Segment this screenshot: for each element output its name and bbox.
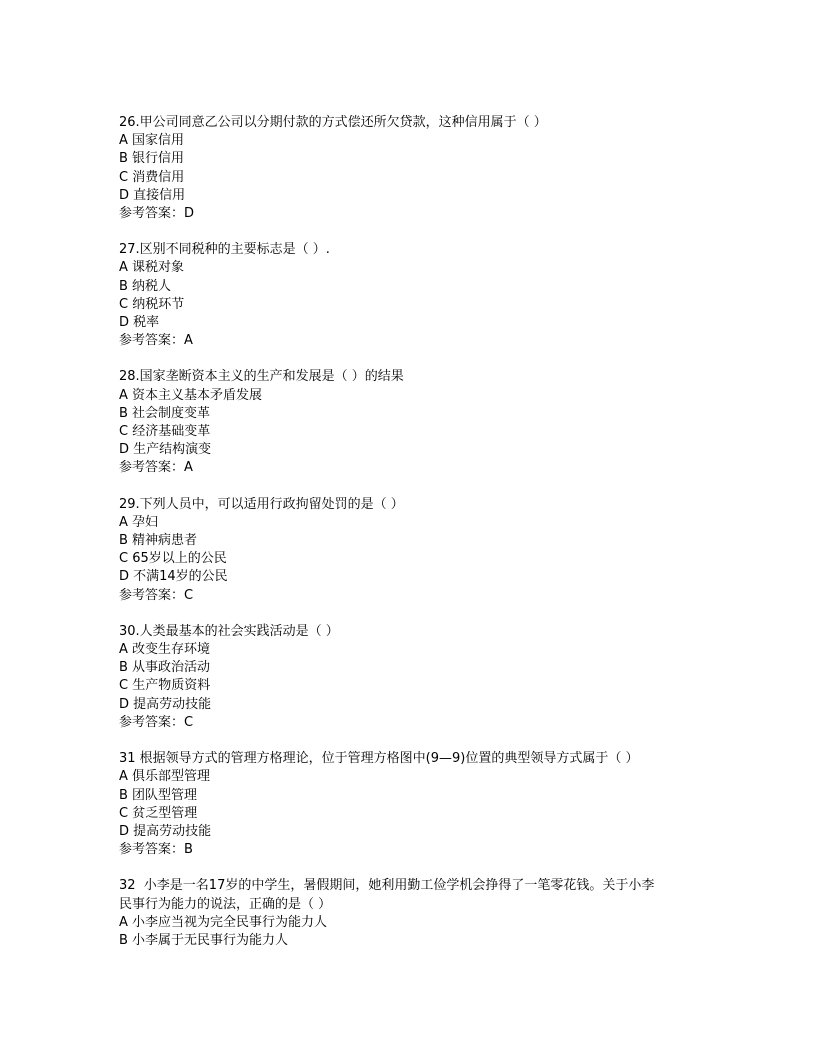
option-c: C 纳税环节 (119, 296, 185, 312)
option-a: A 国家信用 (119, 133, 185, 149)
question-29 (119, 496, 709, 605)
option-c: C 65岁以上的公民 (119, 551, 227, 567)
option-b: B 银行信用 (119, 151, 185, 167)
option-a: A 课税对象 (119, 260, 185, 276)
option-a: A 小李应当视为完全民事行为能力人 (119, 914, 328, 930)
option-d: D 税率 (119, 315, 160, 331)
question-28 (119, 368, 709, 477)
reference-answer: 参考答案：C (119, 714, 194, 730)
option-b: B 纳税人 (119, 278, 172, 294)
option-a: A 俱乐部型管理 (119, 769, 211, 785)
question-stem-line-2: 民事行为能力的说法，正确的是（ ） (119, 896, 332, 912)
question-31 (119, 750, 709, 859)
option-a: A 孕妇 (119, 514, 159, 530)
reference-answer: 参考答案：A (119, 333, 193, 349)
option-d: D 生产结构演变 (119, 442, 212, 458)
question-stem: 27.区别不同税种的主要标志是（ ）. (119, 242, 330, 258)
reference-answer: 参考答案：A (119, 460, 193, 476)
option-a: A 资本主义基本矛盾发展 (119, 387, 263, 403)
option-d: D 直接信用 (119, 187, 186, 203)
question-stem: 29.下列人员中，可以适用行政拘留处罚的是（ ） (119, 496, 404, 512)
reference-answer: 参考答案：B (119, 842, 193, 858)
question-stem: 28.国家垄断资本主义的生产和发展是（ ）的结果 (119, 369, 404, 385)
option-c: C 生产物质资料 (119, 678, 211, 694)
option-c: C 消费信用 (119, 169, 185, 185)
reference-answer: 参考答案：C (119, 587, 194, 603)
reference-answer: 参考答案：D (119, 206, 195, 222)
question-30 (119, 623, 709, 732)
question-stem-line-1: 32 小李是一名17岁的中学生，暑假期间，她利用勤工俭学机会挣得了一笔零花钱。关于小李 (119, 878, 655, 894)
question-26 (119, 114, 709, 223)
option-a: A 改变生存环境 (119, 642, 211, 658)
question-stem: 31 根据领导方式的管理方格理论，位于管理方格图中(9—9)位置的典型领导方式属于（ ） (119, 751, 639, 767)
option-c: C 经济基础变革 (119, 424, 211, 440)
option-d: D 提高劳动技能 (119, 823, 212, 839)
question-stem: 30.人类最基本的社会实践活动是（ ） (119, 623, 339, 639)
option-b: B 精神病患者 (119, 533, 198, 549)
question-27 (119, 241, 709, 350)
option-b: B 社会制度变革 (119, 405, 211, 421)
option-b: B 从事政治活动 (119, 660, 211, 676)
question-32 (119, 877, 709, 950)
option-b: B 团队型管理 (119, 787, 198, 803)
question-list (119, 114, 709, 968)
option-d: D 不满14岁的公民 (119, 569, 228, 585)
option-d: D 提高劳动技能 (119, 696, 212, 712)
question-stem: 26.甲公司同意乙公司以分期付款的方式偿还所欠贷款，这种信用属于（ ） (119, 115, 547, 130)
option-b: B 小李属于无民事行为能力人 (119, 932, 289, 948)
option-c: C 贫乏型管理 (119, 805, 198, 821)
